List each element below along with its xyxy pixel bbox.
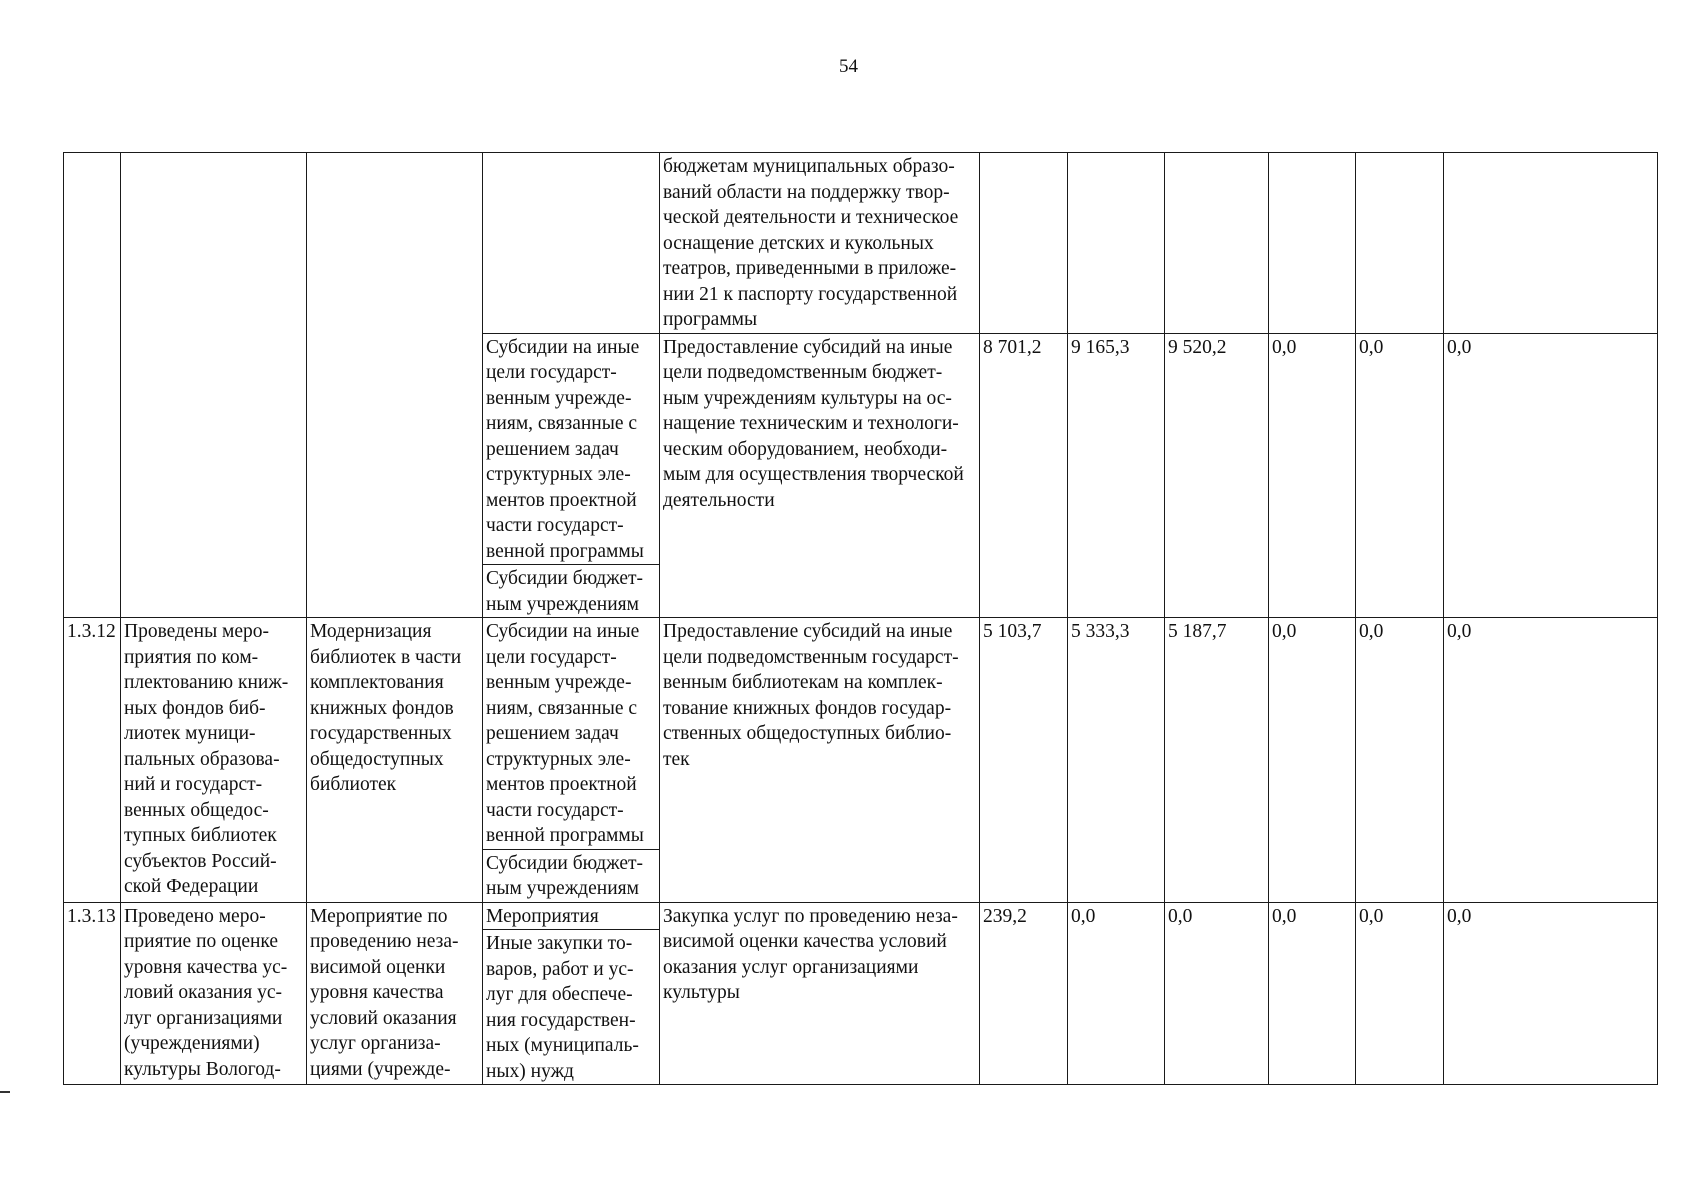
- cell-task: [121, 153, 307, 618]
- cell-expense-type: Иные закупки то- варов, работ и ус- луг для обеспече- ния государствен- ных (муниципаль- ных) нужд: [483, 930, 660, 1085]
- cell-value: 0,0: [1444, 902, 1658, 1085]
- cell-expense-type: Субсидии бюджет- ным учреждениям: [483, 849, 660, 902]
- cell-value: [1356, 153, 1444, 334]
- cell-value: 239,2: [980, 902, 1068, 1085]
- cell-expense-type: Мероприятия: [483, 902, 660, 930]
- cell-value: 0,0: [1269, 902, 1356, 1085]
- cell-value: 0,0: [1356, 902, 1444, 1085]
- cell-value: 0,0: [1356, 618, 1444, 903]
- cell-value: [1444, 153, 1658, 334]
- page-number: 54: [839, 56, 858, 77]
- cell-result-text: Предоставление субсидий на иные цели подведомственным бюджет- ным учреждениям культуры на ос- нащение техническим и технологи- ческим оборудованием, необходи- мым для осуществления творческой деятельности: [660, 333, 980, 618]
- cell-value: 9 520,2: [1165, 333, 1269, 618]
- cell-expense-type: Субсидии на иные цели государст- венным учрежде- ниям, связанные с решением задач структурных эле- ментов проектной части государст- венной программы: [483, 618, 660, 850]
- cell-result-text: Предоставление субсидий на иные цели подведомственным государст- венным библиотекам на комплек- тование книжных фондов государ- ственных общедоступных библио- тек: [660, 618, 980, 903]
- cell-number: 1.3.13: [64, 902, 121, 1085]
- cell-task: Проведено меро- приятие по оценке уровня качества ус- ловий оказания ус- луг организациями (учреждениями) культуры Вологод-: [121, 902, 307, 1085]
- cell-value: 0,0: [1269, 618, 1356, 903]
- cell-measure: Мероприятие по проведению неза- висимой оценки уровня качества условий оказания услуг организа- циями (учрежде-: [307, 902, 483, 1085]
- cell-result-text: Закупка услуг по проведению неза- висимой оценки качества условий оказания услуг организациями культуры: [660, 902, 980, 1085]
- scan-mark: [0, 1091, 10, 1093]
- cell-value: 5 103,7: [980, 618, 1068, 903]
- cell-measure: Модернизация библиотек в части комплектования книжных фондов государственных общедоступных библиотек: [307, 618, 483, 903]
- cell-result-text: бюджетам муниципальных образо- ваний области на поддержку твор- ческой деятельности и техническое оснащение детских и кукольных театров, приведенными в приложе- нии 21 к паспорту государственной программы: [660, 153, 980, 334]
- cell-value: [1269, 153, 1356, 334]
- cell-task: Проведены меро- приятия по ком- плектованию книж- ных фондов биб- лиотек муници- пальных образова- ний и государст- венных общедос- тупных библиотек субъектов Россий- ской Федерации: [121, 618, 307, 903]
- cell-measure: [307, 153, 483, 618]
- cell-expense-type: Субсидии бюджет- ным учреждениям: [483, 565, 660, 618]
- cell-number: [64, 153, 121, 618]
- cell-expense-type: Субсидии на иные цели государст- венным учрежде- ниям, связанные с решением задач структурных эле- ментов проектной части государст- венной программы: [483, 333, 660, 565]
- cell-value: 0,0: [1444, 618, 1658, 903]
- cell-number: 1.3.12: [64, 618, 121, 903]
- cell-value: 0,0: [1068, 902, 1165, 1085]
- cell-value: [1068, 153, 1165, 334]
- cell-value: [1165, 153, 1269, 334]
- cell-value: 5 333,3: [1068, 618, 1165, 903]
- cell-value: 8 701,2: [980, 333, 1068, 618]
- cell-value: 0,0: [1165, 902, 1269, 1085]
- program-measures-table: [63, 152, 1658, 1085]
- cell-value: 5 187,7: [1165, 618, 1269, 903]
- cell-value: 0,0: [1444, 333, 1658, 618]
- table-row: [64, 618, 1658, 850]
- cell-value: [980, 153, 1068, 334]
- cell-value: 0,0: [1269, 333, 1356, 618]
- cell-value: 9 165,3: [1068, 333, 1165, 618]
- table-row: [64, 153, 1658, 334]
- table-row: [64, 902, 1658, 930]
- cell-value: 0,0: [1356, 333, 1444, 618]
- cell-expense-type: [483, 153, 660, 334]
